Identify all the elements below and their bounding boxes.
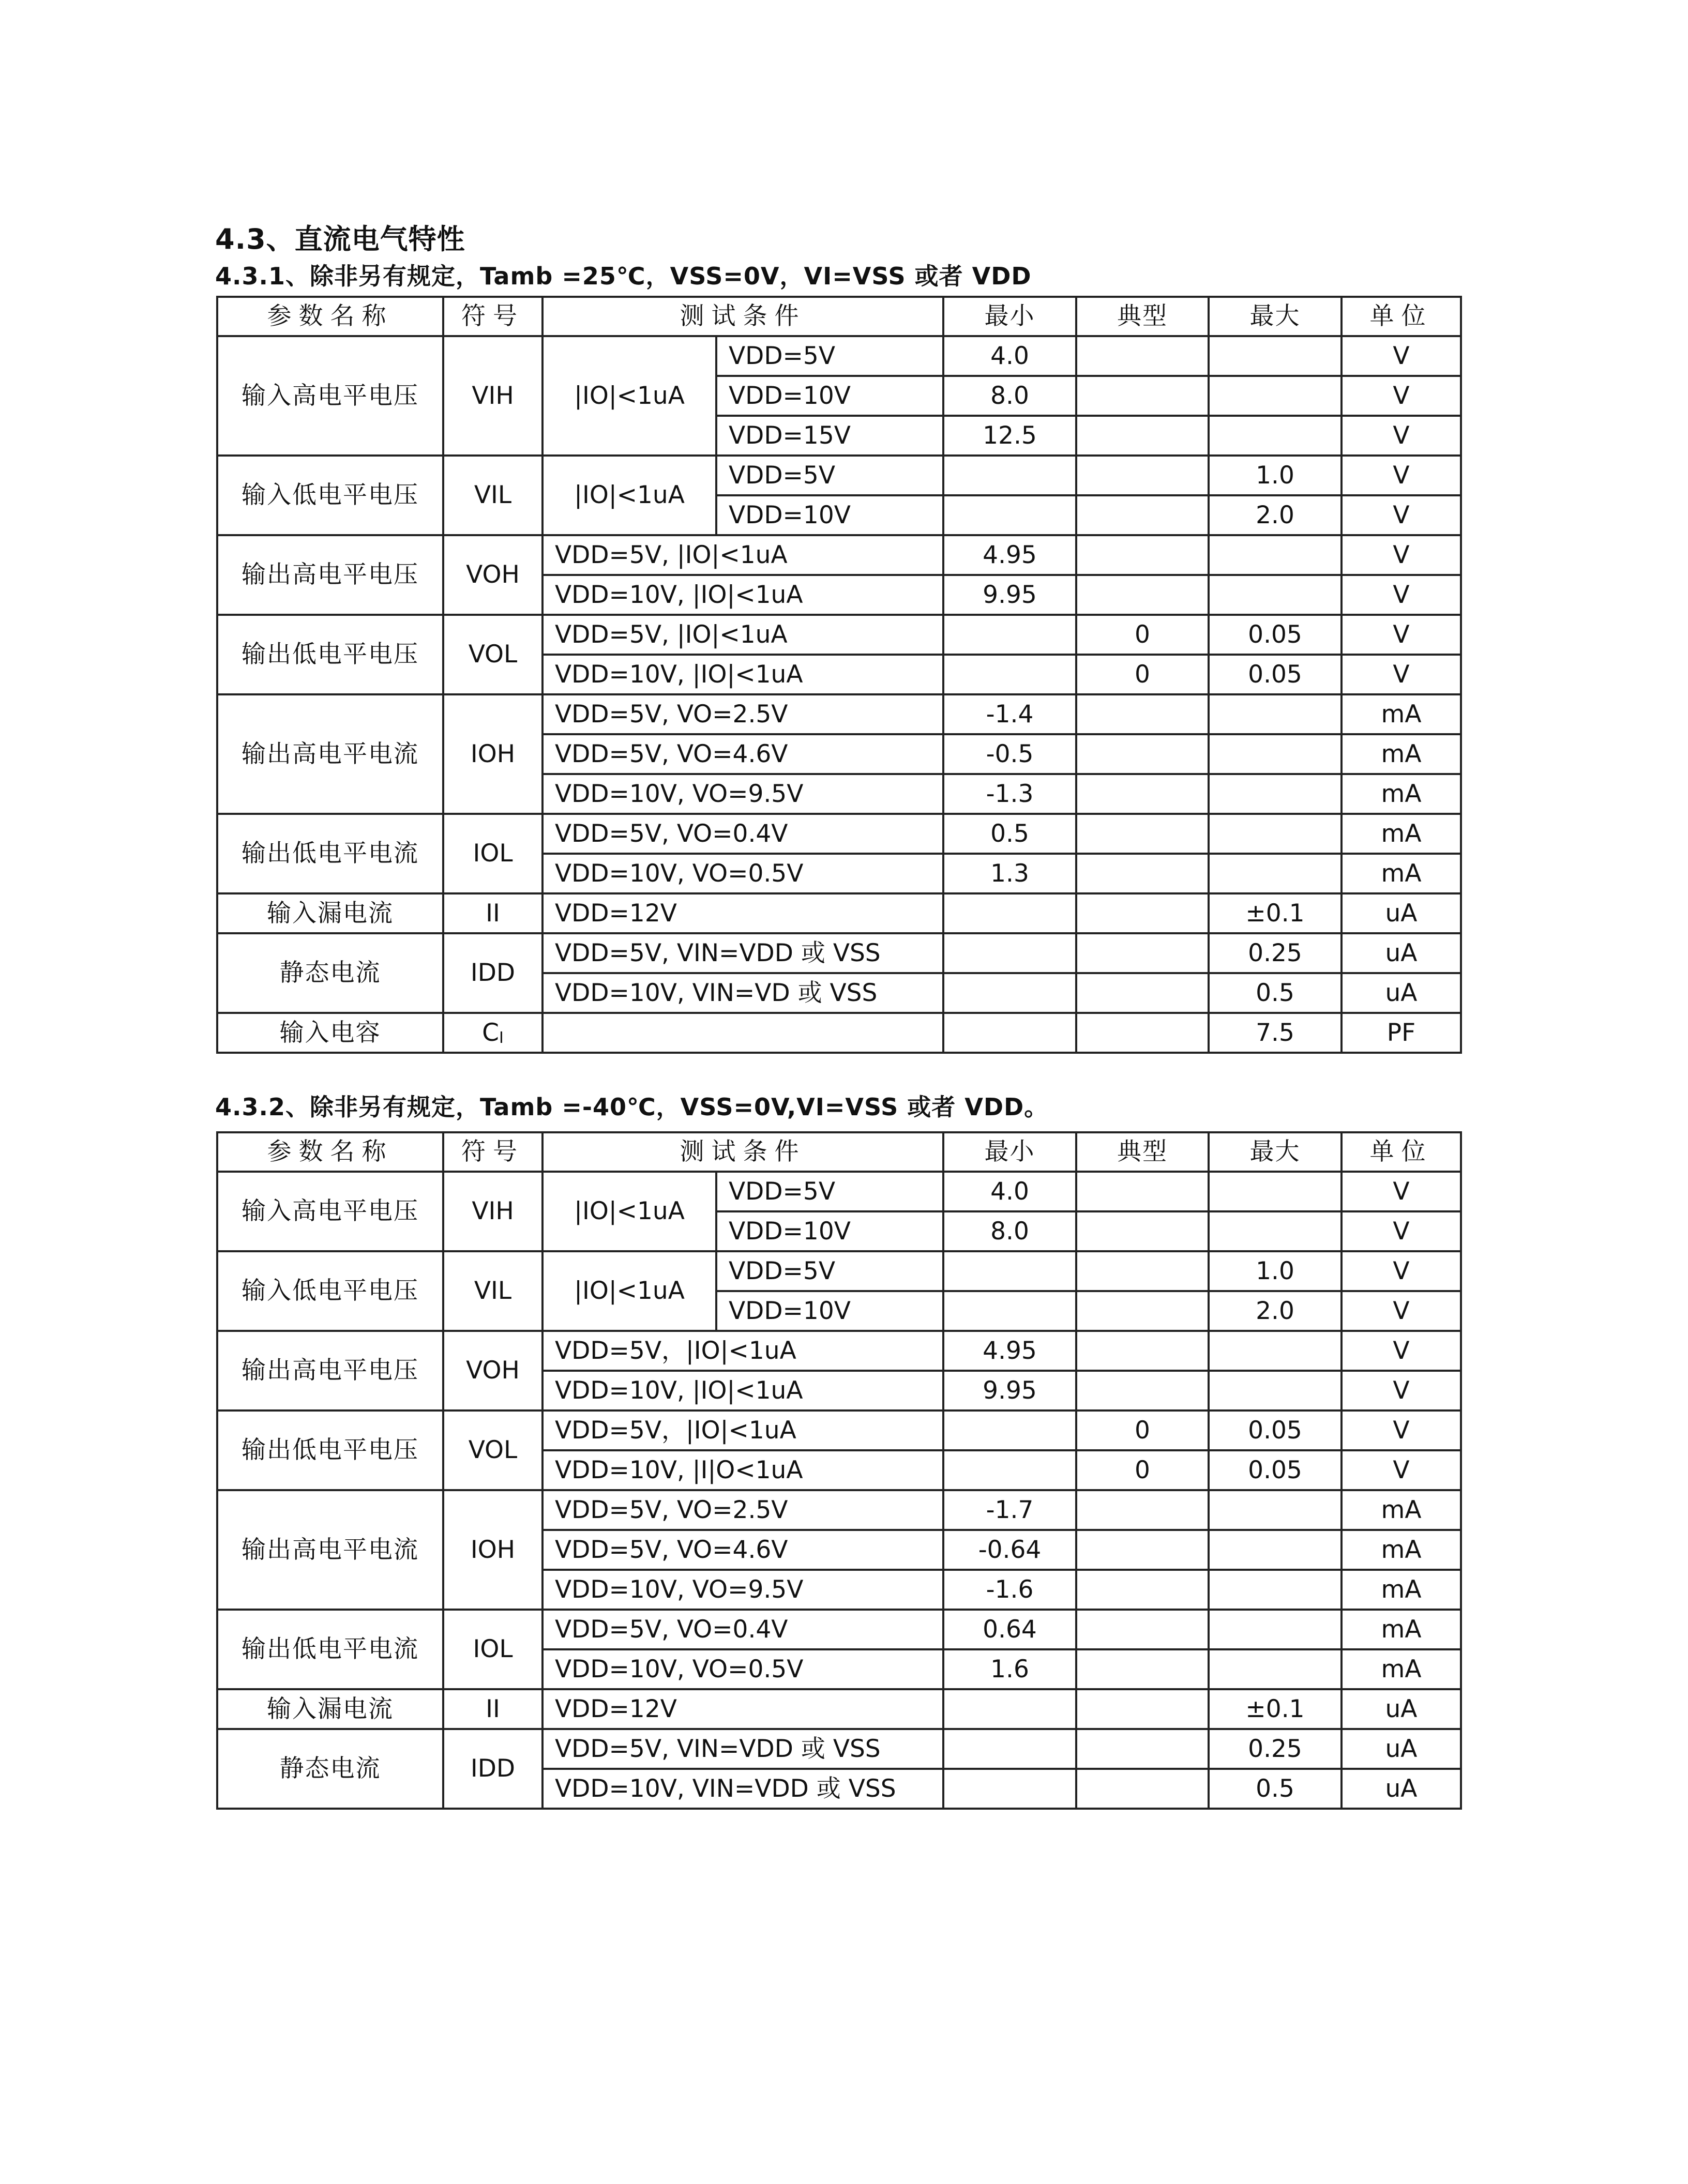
table-row xyxy=(217,814,1461,854)
min-value: 4.0 xyxy=(943,336,1076,376)
subsection-heading-4-3-1: 4.3.1、除非另有规定，Tamb =25℃，VSS=0V，VI=VSS 或者 VDD xyxy=(215,262,1032,290)
col-header-typ: 典型 xyxy=(1076,297,1209,336)
max-value: 2.0 xyxy=(1209,1291,1342,1331)
test-subcondition: VDD=5V xyxy=(716,1251,943,1291)
test-subcondition: VDD=10V xyxy=(716,1211,943,1251)
typ-value xyxy=(1076,1211,1209,1251)
unit-value: mA xyxy=(1342,1610,1461,1649)
max-value xyxy=(1209,814,1342,854)
test-subcondition: VDD=10V xyxy=(716,495,943,535)
typ-value xyxy=(1076,376,1209,416)
unit-value: V xyxy=(1342,336,1461,376)
typ-value: 0 xyxy=(1076,615,1209,655)
min-value xyxy=(943,1769,1076,1809)
dc-characteristics-table-minus40c xyxy=(216,1131,1462,1810)
test-condition: VDD=5V, VO=2.5V xyxy=(542,694,943,734)
col-header-unit: 单位 xyxy=(1342,1132,1461,1172)
min-value xyxy=(943,973,1076,1013)
test-condition: |IO|<1uA xyxy=(542,336,716,456)
param-name: 输入高电平电压 xyxy=(217,1172,443,1251)
param-symbol: VIL xyxy=(443,456,542,535)
unit-value: V xyxy=(1342,655,1461,694)
param-name: 输出低电平电流 xyxy=(217,814,443,893)
param-name: 静态电流 xyxy=(217,933,443,1013)
unit-value: V xyxy=(1342,495,1461,535)
col-header-symbol: 符号 xyxy=(443,297,542,336)
min-value xyxy=(943,655,1076,694)
max-value: 0.5 xyxy=(1209,973,1342,1013)
unit-value: V xyxy=(1342,575,1461,615)
min-value xyxy=(943,1013,1076,1053)
col-header-unit: 单位 xyxy=(1342,297,1461,336)
test-condition: VDD=10V, VO=9.5V xyxy=(542,1570,943,1610)
max-value: 7.5 xyxy=(1209,1013,1342,1053)
unit-value: V xyxy=(1342,1410,1461,1450)
min-value xyxy=(943,615,1076,655)
param-symbol: IDD xyxy=(443,1729,542,1809)
max-value xyxy=(1209,1570,1342,1610)
test-condition: VDD=10V, VO=0.5V xyxy=(542,1649,943,1689)
max-value: 1.0 xyxy=(1209,456,1342,495)
min-value: 9.95 xyxy=(943,575,1076,615)
max-value xyxy=(1209,734,1342,774)
max-value xyxy=(1209,854,1342,893)
typ-value xyxy=(1076,734,1209,774)
test-condition: VDD=5V，|IO|<1uA xyxy=(542,1410,943,1450)
table-header-row xyxy=(217,1132,1461,1172)
min-value: -1.7 xyxy=(943,1490,1076,1530)
unit-value: V xyxy=(1342,1331,1461,1371)
test-condition: VDD=5V, VO=2.5V xyxy=(542,1490,943,1530)
test-condition: VDD=5V, |IO|<1uA xyxy=(542,615,943,655)
test-condition: VDD=10V, VO=0.5V xyxy=(542,854,943,893)
max-value xyxy=(1209,1172,1342,1211)
typ-value xyxy=(1076,1251,1209,1291)
min-value: -1.3 xyxy=(943,774,1076,814)
typ-value xyxy=(1076,814,1209,854)
unit-value: mA xyxy=(1342,1490,1461,1530)
max-value: ±0.1 xyxy=(1209,1689,1342,1729)
param-symbol: VIL xyxy=(443,1251,542,1331)
param-symbol: IOL xyxy=(443,1610,542,1689)
unit-value: mA xyxy=(1342,774,1461,814)
min-value: 1.6 xyxy=(943,1649,1076,1689)
table-row xyxy=(217,336,1461,376)
test-subcondition: VDD=15V xyxy=(716,416,943,456)
max-value: 0.5 xyxy=(1209,1769,1342,1809)
param-name: 输入漏电流 xyxy=(217,893,443,933)
typ-value xyxy=(1076,774,1209,814)
min-value: -0.5 xyxy=(943,734,1076,774)
min-value xyxy=(943,456,1076,495)
unit-value: mA xyxy=(1342,734,1461,774)
unit-value: uA xyxy=(1342,1769,1461,1809)
test-condition: VDD=12V xyxy=(542,893,943,933)
col-header-param: 参数名称 xyxy=(217,297,443,336)
test-condition: VDD=10V, |IO|<1uA xyxy=(542,1371,943,1410)
min-value: -0.64 xyxy=(943,1530,1076,1570)
typ-value xyxy=(1076,1530,1209,1570)
unit-value: mA xyxy=(1342,1570,1461,1610)
symbol-subscript: I xyxy=(499,1028,504,1047)
typ-value xyxy=(1076,1610,1209,1649)
typ-value xyxy=(1076,1013,1209,1053)
param-name: 输入漏电流 xyxy=(217,1689,443,1729)
unit-value: V xyxy=(1342,1172,1461,1211)
table-row xyxy=(217,1689,1461,1729)
test-condition: VDD=5V, VO=4.6V xyxy=(542,1530,943,1570)
typ-value xyxy=(1076,1490,1209,1530)
test-condition: VDD=10V, VO=9.5V xyxy=(542,774,943,814)
col-header-typ: 典型 xyxy=(1076,1132,1209,1172)
min-value: 8.0 xyxy=(943,376,1076,416)
test-condition: VDD=5V, VO=0.4V xyxy=(542,814,943,854)
param-symbol: IOH xyxy=(443,694,542,814)
typ-value xyxy=(1076,575,1209,615)
typ-value xyxy=(1076,1570,1209,1610)
max-value xyxy=(1209,336,1342,376)
test-subcondition: VDD=5V xyxy=(716,336,943,376)
param-name: 输入高电平电压 xyxy=(217,336,443,456)
param-name: 输入低电平电压 xyxy=(217,456,443,535)
unit-value: mA xyxy=(1342,1530,1461,1570)
max-value: 2.0 xyxy=(1209,495,1342,535)
unit-value: mA xyxy=(1342,694,1461,734)
test-condition: VDD=10V, VIN=VDD 或 VSS xyxy=(542,1769,943,1809)
param-symbol: VOH xyxy=(443,535,542,615)
unit-value: uA xyxy=(1342,893,1461,933)
symbol-main: C xyxy=(482,1018,499,1047)
unit-value: V xyxy=(1342,535,1461,575)
col-header-condition: 测试条件 xyxy=(542,1132,943,1172)
unit-value: V xyxy=(1342,416,1461,456)
unit-value: PF xyxy=(1342,1013,1461,1053)
param-name: 输入电容 xyxy=(217,1013,443,1053)
test-condition: VDD=5V, VIN=VDD 或 VSS xyxy=(542,1729,943,1769)
param-symbol: IOH xyxy=(443,1490,542,1610)
typ-value xyxy=(1076,336,1209,376)
test-condition: VDD=10V, |IO|<1uA xyxy=(542,575,943,615)
param-symbol: VOL xyxy=(443,615,542,694)
param-name: 输入低电平电压 xyxy=(217,1251,443,1331)
test-subcondition: VDD=10V xyxy=(716,376,943,416)
col-header-min: 最小 xyxy=(943,297,1076,336)
typ-value: 0 xyxy=(1076,1450,1209,1490)
typ-value xyxy=(1076,495,1209,535)
unit-value: V xyxy=(1342,376,1461,416)
max-value: 0.25 xyxy=(1209,933,1342,973)
test-condition: VDD=5V，|IO|<1uA xyxy=(542,1331,943,1371)
table-row xyxy=(217,694,1461,734)
param-symbol: IOL xyxy=(443,814,542,893)
test-condition: VDD=12V xyxy=(542,1689,943,1729)
param-name: 输出高电平电压 xyxy=(217,1331,443,1410)
param-symbol: II xyxy=(443,893,542,933)
unit-value: V xyxy=(1342,1251,1461,1291)
typ-value xyxy=(1076,1291,1209,1331)
min-value: 0.64 xyxy=(943,1610,1076,1649)
max-value xyxy=(1209,376,1342,416)
min-value: 4.95 xyxy=(943,1331,1076,1371)
param-symbol xyxy=(443,1013,542,1053)
param-name: 输出低电平电压 xyxy=(217,1410,443,1490)
unit-value: uA xyxy=(1342,973,1461,1013)
col-header-param: 参数名称 xyxy=(217,1132,443,1172)
unit-value: V xyxy=(1342,456,1461,495)
unit-value: mA xyxy=(1342,1649,1461,1689)
unit-value: V xyxy=(1342,1291,1461,1331)
min-value: 0.5 xyxy=(943,814,1076,854)
max-value: 0.05 xyxy=(1209,1450,1342,1490)
test-condition: VDD=5V, |IO|<1uA xyxy=(542,535,943,575)
max-value xyxy=(1209,1490,1342,1530)
min-value xyxy=(943,495,1076,535)
unit-value: mA xyxy=(1342,814,1461,854)
unit-value: uA xyxy=(1342,933,1461,973)
min-value xyxy=(943,893,1076,933)
test-condition: VDD=10V, |I|O<1uA xyxy=(542,1450,943,1490)
max-value: 0.05 xyxy=(1209,1410,1342,1450)
typ-value: 0 xyxy=(1076,655,1209,694)
min-value: 9.95 xyxy=(943,1371,1076,1410)
param-symbol: IDD xyxy=(443,933,542,1013)
param-symbol: II xyxy=(443,1689,542,1729)
param-name: 输出高电平电流 xyxy=(217,694,443,814)
typ-value xyxy=(1076,933,1209,973)
max-value xyxy=(1209,1211,1342,1251)
table-row xyxy=(217,1610,1461,1649)
table-row xyxy=(217,893,1461,933)
max-value: 0.25 xyxy=(1209,1729,1342,1769)
table-row xyxy=(217,1490,1461,1530)
typ-value xyxy=(1076,1331,1209,1371)
test-subcondition: VDD=5V xyxy=(716,1172,943,1211)
max-value xyxy=(1209,575,1342,615)
table-row xyxy=(217,615,1461,655)
unit-value: V xyxy=(1342,1450,1461,1490)
col-header-max: 最大 xyxy=(1209,1132,1342,1172)
max-value: 1.0 xyxy=(1209,1251,1342,1291)
min-value: 4.95 xyxy=(943,535,1076,575)
subsection-heading-4-3-2: 4.3.2、除非另有规定，Tamb =-40℃，VSS=0V,VI=VSS 或者 VDD。 xyxy=(215,1093,1049,1121)
table-row xyxy=(217,1013,1461,1053)
table-row xyxy=(217,535,1461,575)
test-condition: VDD=5V, VO=4.6V xyxy=(542,734,943,774)
unit-value: uA xyxy=(1342,1729,1461,1769)
test-condition: VDD=10V, VIN=VD 或 VSS xyxy=(542,973,943,1013)
test-condition: VDD=5V, VO=0.4V xyxy=(542,1610,943,1649)
typ-value xyxy=(1076,535,1209,575)
min-value xyxy=(943,1450,1076,1490)
max-value xyxy=(1209,1331,1342,1371)
min-value: 12.5 xyxy=(943,416,1076,456)
min-value xyxy=(943,1251,1076,1291)
test-subcondition: VDD=10V xyxy=(716,1291,943,1331)
min-value xyxy=(943,1410,1076,1450)
max-value xyxy=(1209,694,1342,734)
unit-value: V xyxy=(1342,1371,1461,1410)
param-symbol: VIH xyxy=(443,336,542,456)
test-condition: VDD=5V, VIN=VDD 或 VSS xyxy=(542,933,943,973)
test-condition: |IO|<1uA xyxy=(542,1251,716,1331)
min-value xyxy=(943,1689,1076,1729)
param-symbol: VOL xyxy=(443,1410,542,1490)
typ-value: 0 xyxy=(1076,1410,1209,1450)
max-value xyxy=(1209,535,1342,575)
typ-value xyxy=(1076,893,1209,933)
param-name: 输出高电平电压 xyxy=(217,535,443,615)
min-value xyxy=(943,1729,1076,1769)
table-row xyxy=(217,1331,1461,1371)
table-row xyxy=(217,933,1461,973)
param-symbol: VOH xyxy=(443,1331,542,1410)
typ-value xyxy=(1076,456,1209,495)
min-value: -1.4 xyxy=(943,694,1076,734)
max-value xyxy=(1209,1371,1342,1410)
max-value xyxy=(1209,774,1342,814)
typ-value xyxy=(1076,1371,1209,1410)
min-value xyxy=(943,933,1076,973)
typ-value xyxy=(1076,973,1209,1013)
typ-value xyxy=(1076,694,1209,734)
min-value: 4.0 xyxy=(943,1172,1076,1211)
max-value xyxy=(1209,1530,1342,1570)
unit-value: uA xyxy=(1342,1689,1461,1729)
param-name: 静态电流 xyxy=(217,1729,443,1809)
max-value: 0.05 xyxy=(1209,655,1342,694)
test-condition: VDD=10V, |IO|<1uA xyxy=(542,655,943,694)
typ-value xyxy=(1076,1729,1209,1769)
typ-value xyxy=(1076,1649,1209,1689)
col-header-symbol: 符号 xyxy=(443,1132,542,1172)
table-row xyxy=(217,1172,1461,1211)
test-subcondition: VDD=5V xyxy=(716,456,943,495)
table-row xyxy=(217,1410,1461,1450)
test-condition: |IO|<1uA xyxy=(542,1172,716,1251)
unit-value: mA xyxy=(1342,854,1461,893)
typ-value xyxy=(1076,1172,1209,1211)
typ-value xyxy=(1076,1769,1209,1809)
min-value xyxy=(943,1291,1076,1331)
test-condition xyxy=(542,1013,943,1053)
table-row xyxy=(217,1729,1461,1769)
test-condition: |IO|<1uA xyxy=(542,456,716,535)
param-name: 输出高电平电流 xyxy=(217,1490,443,1610)
max-value xyxy=(1209,416,1342,456)
min-value: 1.3 xyxy=(943,854,1076,893)
dc-characteristics-table-25c xyxy=(216,296,1462,1054)
typ-value xyxy=(1076,416,1209,456)
table-header-row xyxy=(217,297,1461,336)
col-header-min: 最小 xyxy=(943,1132,1076,1172)
section-heading: 4.3、直流电气特性 xyxy=(215,223,465,255)
max-value xyxy=(1209,1610,1342,1649)
max-value: 0.05 xyxy=(1209,615,1342,655)
table-row xyxy=(217,456,1461,495)
unit-value: V xyxy=(1342,1211,1461,1251)
col-header-condition: 测试条件 xyxy=(542,297,943,336)
param-name: 输出低电平电流 xyxy=(217,1610,443,1689)
typ-value xyxy=(1076,1689,1209,1729)
table-row xyxy=(217,1251,1461,1291)
typ-value xyxy=(1076,854,1209,893)
unit-value: V xyxy=(1342,615,1461,655)
max-value: ±0.1 xyxy=(1209,893,1342,933)
min-value: -1.6 xyxy=(943,1570,1076,1610)
param-name: 输出低电平电压 xyxy=(217,615,443,694)
max-value xyxy=(1209,1649,1342,1689)
param-symbol: VIH xyxy=(443,1172,542,1251)
min-value: 8.0 xyxy=(943,1211,1076,1251)
col-header-max: 最大 xyxy=(1209,297,1342,336)
